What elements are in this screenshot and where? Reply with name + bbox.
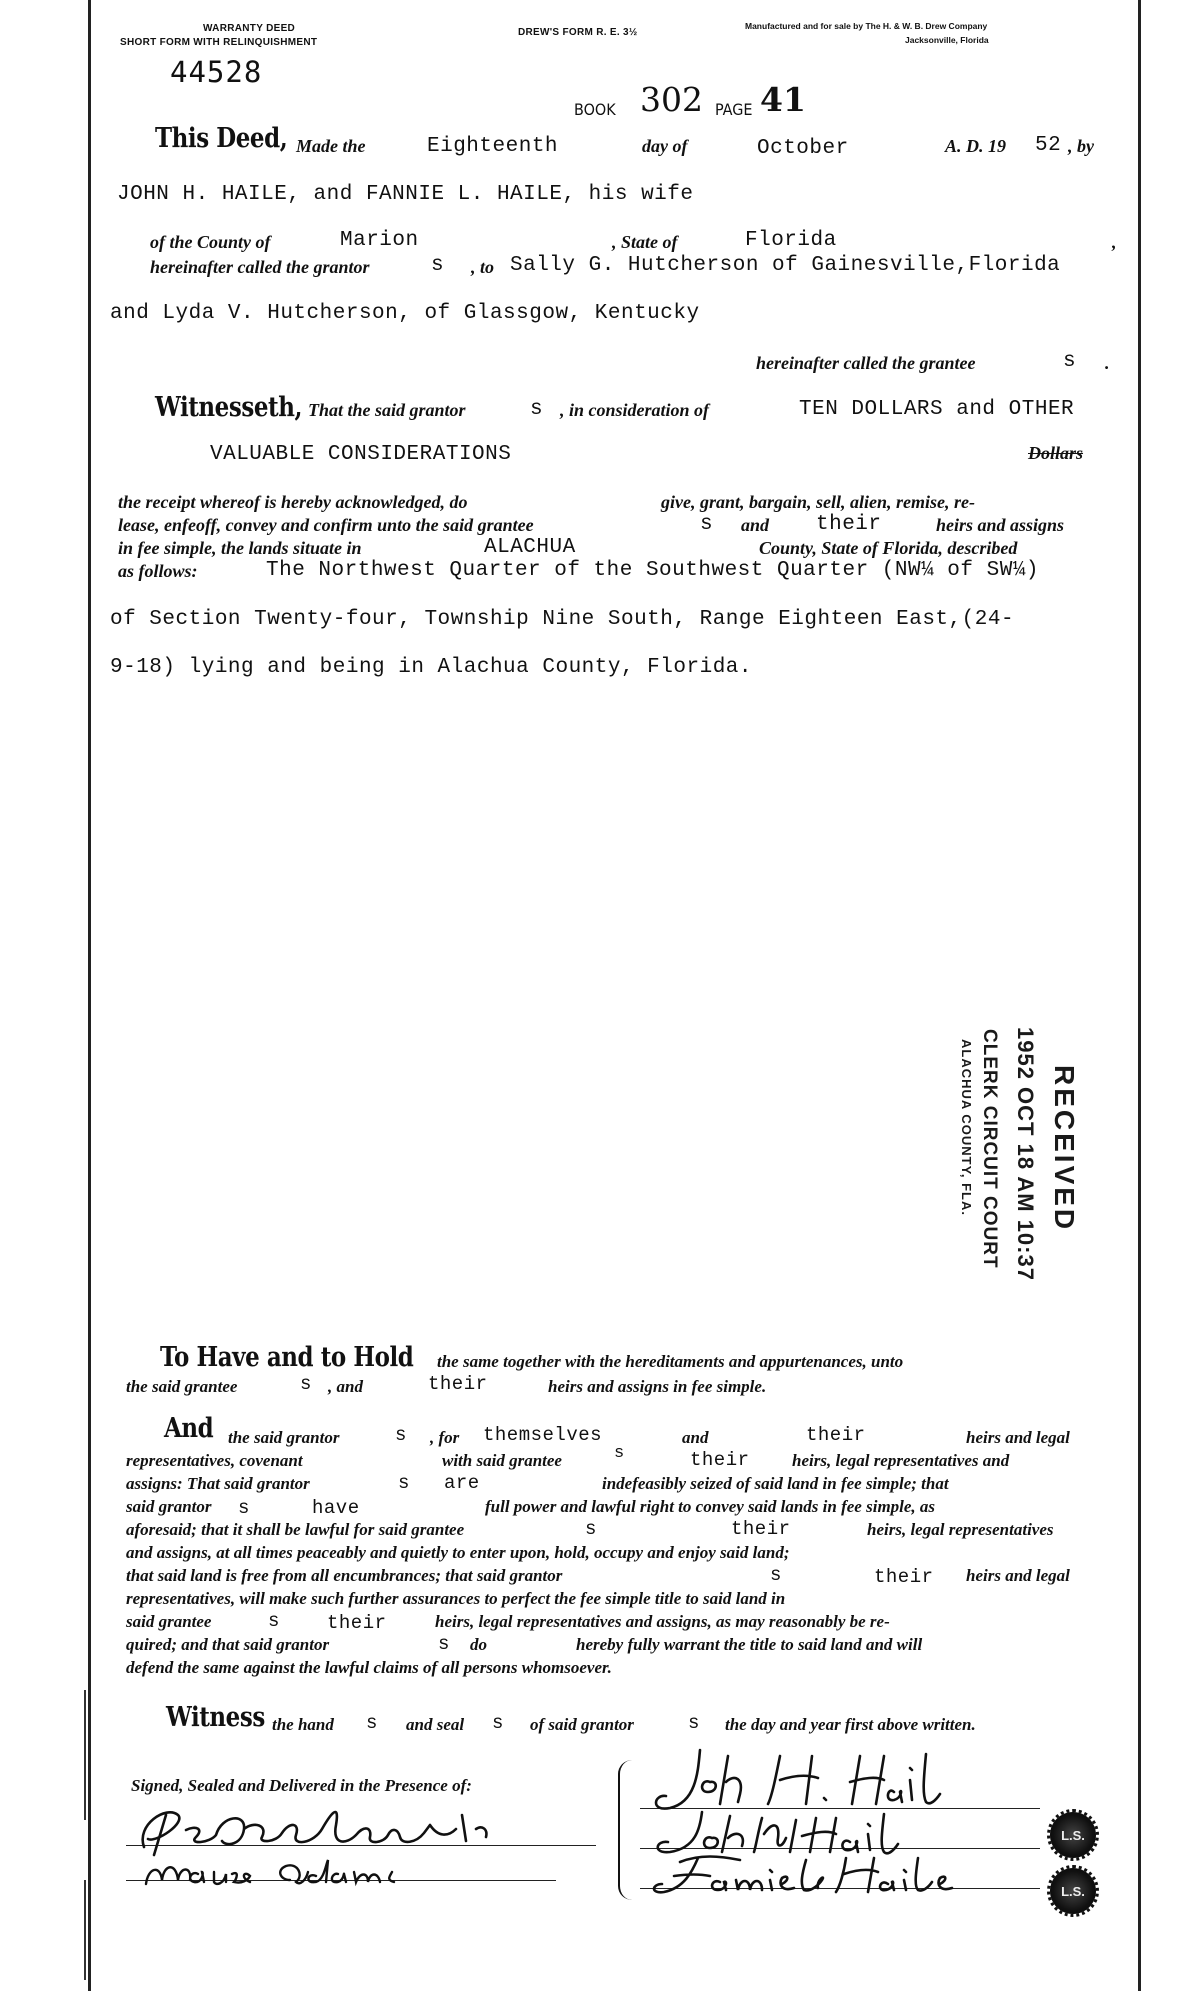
grantor-plural: s — [770, 1564, 782, 1586]
grantor-plural: s — [688, 1712, 700, 1734]
hand-plural: s — [366, 1712, 378, 1734]
witness-heading: Witness — [166, 1702, 265, 1733]
land-county: ALACHUA — [484, 536, 576, 559]
legal-description-3: 9-18) lying and being in Alachua County, Florida. — [110, 656, 753, 679]
seal-2: L.S. — [1050, 1868, 1096, 1914]
habendum-and: , and — [328, 1377, 363, 1396]
document-number: 44528 — [170, 55, 263, 89]
stamp-clerk: CLERK CIRCUIT COURT — [979, 1029, 1000, 1269]
stamp-county: ALACHUA COUNTY, FLA. — [959, 1039, 974, 1216]
their-value: their — [816, 513, 882, 536]
deed-year: 52 — [1035, 134, 1062, 157]
county-label: of the County of — [150, 232, 271, 252]
fee-simple-line: in fee simple, the lands situate in — [118, 538, 362, 558]
habendum-heading-wrap — [160, 1342, 458, 1373]
their-value: their — [327, 1612, 387, 1634]
consideration-line-1: TEN DOLLARS and OTHER — [799, 398, 1075, 421]
state-label: , State of — [612, 232, 678, 252]
grantor-plural: s — [238, 1497, 250, 1519]
heirs-assigns: heirs and assigns — [936, 515, 1065, 535]
their-value: their — [731, 1518, 791, 1540]
cov-r1d: heirs and legal — [966, 1428, 1070, 1447]
seal-plural: s — [492, 1712, 504, 1734]
cov-r10b: hereby fully warrant the title to said land and will — [576, 1635, 923, 1654]
page-label: PAGE — [715, 100, 753, 119]
cov-r4b: full power and lawful right to convey said lands in fee simple, as — [485, 1497, 936, 1516]
cov-r6: and assigns, at all times peaceably and quietly to enter upon, hold, occupy and enjoy said land; — [126, 1543, 790, 1562]
publisher-city: Jacksonville, Florida — [905, 35, 989, 45]
seal-1: L.S. — [1050, 1812, 1096, 1858]
cov-r8: representatives, will make such further assurances to perfect the fee simple title to said land in — [126, 1589, 786, 1608]
left-border — [88, 0, 91, 1991]
signed-sealed-label: Signed, Sealed and Delivered in the Presence of: — [131, 1776, 472, 1795]
signature-bracket — [618, 1760, 634, 1900]
covenant-heading-wrap — [164, 1413, 222, 1444]
cov-r7b: heirs and legal — [966, 1566, 1070, 1585]
witnesseth-heading-wrap — [155, 392, 328, 423]
grantee-line-1: Sally G. Hutcherson of Gainesville,Florida — [510, 254, 1061, 277]
legal-description-2: of Section Twenty-four, Township Nine South, Range Eighteen East,(24- — [110, 608, 1015, 631]
habendum-text-2a: the said grantee — [126, 1377, 238, 1396]
grantee-plural: s — [585, 1518, 597, 1540]
grantor-plural: s — [438, 1633, 450, 1655]
stamp-date: 1952 OCT 18 AM 10:37 — [1013, 1027, 1038, 1281]
publisher-line: Manufactured and for sale by The H. & W. B. Drew Company — [745, 21, 988, 31]
cov-r2b: with said grantee — [442, 1451, 562, 1470]
cov-r5b: heirs, legal representatives — [867, 1520, 1054, 1539]
and-label: and — [741, 515, 770, 535]
grantor-plural: s — [530, 398, 544, 421]
that-said-grantor: That the said grantor — [308, 400, 466, 420]
received-stamp — [888, 1025, 1093, 1280]
dollars-struck: Dollars — [1028, 443, 1084, 463]
grantee-plural: s — [1063, 350, 1077, 373]
ad-label: A. D. 19 — [945, 136, 1007, 156]
themselves-value: themselves — [483, 1424, 603, 1446]
grantor-county: Marion — [340, 229, 419, 252]
consideration-line-2: VALUABLE CONSIDERATIONS — [210, 443, 512, 466]
witness-text-c: of said grantor — [530, 1715, 634, 1734]
receipt-line: the receipt whereof is hereby acknowledged, do — [118, 492, 468, 512]
witness-text-d: the day and year first above written. — [725, 1715, 976, 1734]
grantor-plural: s — [395, 1424, 407, 1446]
grantor-signature-3 — [640, 1852, 1000, 1900]
grantor-signature-2 — [640, 1808, 1000, 1858]
release-line: lease, enfeoff, convey and confirm unto the said grantee — [118, 515, 534, 535]
habendum-text-1: the same together with the hereditaments and appurtenances, unto — [437, 1352, 904, 1371]
county-state-described: County, State of Florida, described — [759, 538, 1018, 558]
cov-r11: defend the same against the lawful claims of all persons whomsoever. — [126, 1658, 612, 1677]
cov-r2a: representatives, covenant — [126, 1451, 303, 1470]
cov-r3a: assigns: That said grantor — [126, 1474, 310, 1493]
deed-heading-wrap — [155, 123, 311, 154]
grantors-names: JOHN H. HAILE, and FANNIE L. HAILE, his wife — [117, 183, 694, 206]
legal-description-1: The Northwest Quarter of the Southwest Quarter (NW¼ of SW¼) — [266, 559, 1040, 582]
deed-heading: This Deed, — [155, 123, 288, 154]
grant-line: give, grant, bargain, sell, alien, remise, re- — [661, 492, 975, 512]
comma: , — [1112, 232, 1117, 252]
form-code: DREW'S FORM R. E. 3½ — [518, 27, 638, 38]
do-value: do — [470, 1635, 487, 1654]
period: . — [1105, 353, 1110, 373]
cov-r2c: heirs, legal representatives and — [792, 1451, 1010, 1470]
form-subtitle: SHORT FORM WITH RELINQUISHMENT — [120, 37, 318, 48]
covenant-heading: And — [164, 1413, 214, 1444]
grantee-line-2: and Lyda V. Hutcherson, of Glassgow, Kentucky — [110, 302, 700, 325]
witness-signature-2 — [140, 1850, 560, 1895]
grantor-signature-1 — [640, 1742, 1000, 1817]
cov-r7a: that said land is free from all encumbrances; that said grantor — [126, 1566, 563, 1585]
right-border — [1138, 0, 1141, 1991]
their-value: their — [806, 1424, 866, 1446]
cov-r9b: heirs, legal representatives and assigns, as may reasonably be re- — [435, 1612, 890, 1631]
cov-r1b: , for — [430, 1428, 460, 1447]
witness-text-a: the hand — [272, 1715, 334, 1734]
to-label: , to — [471, 257, 495, 277]
day-of-label: day of — [642, 136, 688, 156]
habendum-text-2c: heirs and assigns in fee simple. — [548, 1377, 767, 1396]
witness-heading-wrap — [166, 1702, 282, 1733]
cov-r10a: quired; and that said grantor — [126, 1635, 330, 1654]
have-value: have — [312, 1497, 360, 1519]
in-consideration: , in consideration of — [560, 400, 710, 420]
hereinafter-grantor: hereinafter called the grantor — [150, 257, 370, 277]
cov-r3b: indefeasibly seized of said land in fee simple; that — [602, 1474, 949, 1493]
grantee-plural: s — [300, 1373, 312, 1395]
are-value: are — [444, 1472, 480, 1494]
book-label: BOOK — [574, 100, 616, 119]
cov-r4a: said grantor — [126, 1497, 212, 1516]
habendum-heading: To Have and to Hold — [160, 1342, 414, 1373]
grantee-plural: s — [700, 513, 714, 536]
left-edge-mark — [84, 1690, 86, 1820]
cov-r1c: and — [682, 1428, 709, 1447]
as-follows: as follows: — [118, 561, 198, 581]
their-value: their — [428, 1373, 488, 1395]
grantor-plural: s — [398, 1472, 410, 1494]
form-title: WARRANTY DEED — [203, 23, 296, 34]
by-label: , by — [1068, 136, 1094, 156]
witness-text-b: and seal — [406, 1715, 465, 1734]
stamp-received: RECEIVED — [1049, 1065, 1080, 1233]
their-value: their — [690, 1449, 750, 1471]
deed-day: Eighteenth — [427, 135, 559, 158]
their-value: their — [874, 1566, 934, 1588]
grantor-state: Florida — [745, 229, 837, 252]
left-edge-mark — [84, 1880, 86, 1980]
cov-r9a: said grantee — [126, 1612, 212, 1631]
grantee-plural: s — [614, 1444, 625, 1463]
hereinafter-grantee: hereinafter called the grantee — [756, 353, 976, 373]
page-number: 41 — [760, 80, 806, 119]
cov-r1a: the said grantor — [228, 1428, 340, 1447]
made-the-label: Made the — [296, 136, 366, 156]
deed-month: October — [757, 137, 849, 160]
cov-r5a: aforesaid; that it shall be lawful for said grantee — [126, 1520, 465, 1539]
witness-signature-1 — [126, 1785, 596, 1860]
grantee-plural: s — [268, 1610, 280, 1632]
grantor-plural: s — [431, 254, 445, 277]
book-number: 302 — [640, 80, 703, 119]
witnesseth-heading: Witnesseth, — [155, 392, 303, 423]
